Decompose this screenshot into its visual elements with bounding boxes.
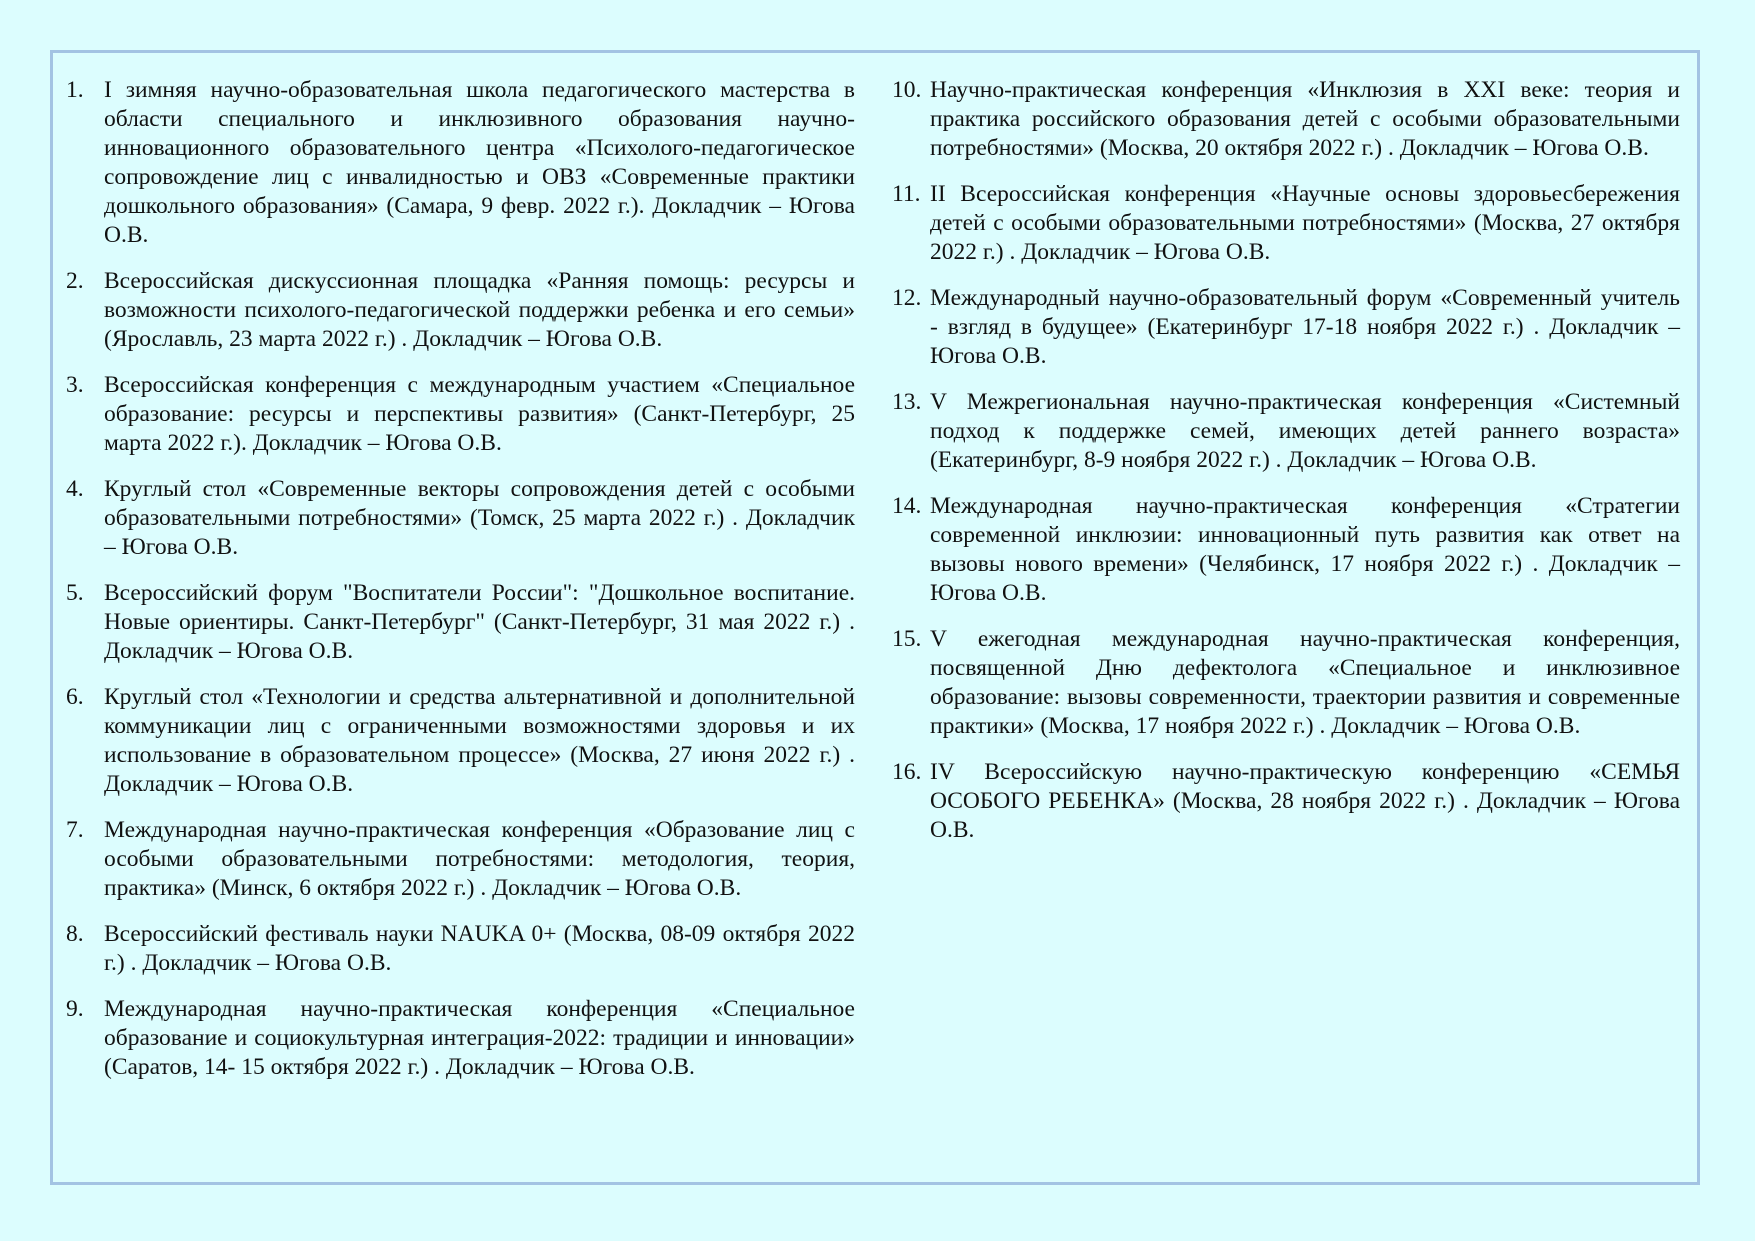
item-number: 10. <box>892 77 922 103</box>
list-item <box>62 816 855 903</box>
right-column <box>888 76 1680 862</box>
list-item <box>888 284 1680 371</box>
item-number: 13. <box>892 389 922 415</box>
item-text: Всероссийский фестиваль науки NAUKA 0+ (Москва, 08-09 октября 2022 г.) . Докладчик – Югова О.В. <box>104 921 855 976</box>
item-number: 8. <box>66 921 84 947</box>
list-item <box>888 625 1680 741</box>
item-number: 16. <box>892 759 922 785</box>
item-number: 6. <box>66 684 84 710</box>
list-item <box>62 579 855 666</box>
list-item <box>888 76 1680 163</box>
item-number: 11. <box>892 181 921 207</box>
item-text: Всероссийская конференция с международным участием «Специальное образование: ресурсы и перспективы развития» (Санкт-Петербург, 25 марта 2022 г.). Докладчик – Югова О.В. <box>104 372 855 456</box>
item-number: 2. <box>66 268 84 294</box>
item-text: Международная научно-практическая конференция «Образование лиц с особыми образовательными потребностями: методология, теория, практика» (Минск, 6 октября 2022 г.) . Докладчик – Югова О.В. <box>104 817 855 901</box>
list-item <box>62 683 855 799</box>
item-text: Международный научно-образовательный форум «Современный учитель - взгляд в будущее» (Екатеринбург 17-18 ноября 2022 г.) . Докладчик – Югова О.В. <box>930 285 1680 369</box>
list-item <box>888 492 1680 608</box>
item-text: Международная научно-практическая конференция «Специальное образование и социокультурная интеграция-2022: традиции и инновации» (Саратов, 14- 15 октября 2022 г.) . Докладчик – Югова О.В. <box>104 996 855 1080</box>
item-text: II Всероссийская конференция «Научные основы здоровьесбережения детей с особыми образовательными потребностями» (Москва, 27 октября 2022 г.) . Докладчик – Югова О.В. <box>930 181 1680 265</box>
item-text: Всероссийская дискуссионная площадка «Ранняя помощь: ресурсы и возможности психолого-педагогической поддержки ребенка и его семьи» (Ярославль, 23 марта 2022 г.) . Докладчик – Югова О.В. <box>104 268 855 352</box>
item-number: 3. <box>66 372 84 398</box>
list-item <box>62 920 855 978</box>
item-number: 4. <box>66 476 84 502</box>
item-number: 15. <box>892 626 922 652</box>
item-text: IV Всероссийскую научно-практическую конференцию «СЕМЬЯ ОСОБОГО РЕБЕНКА» (Москва, 28 ноября 2022 г.) . Докладчик – Югова О.В. <box>930 759 1680 843</box>
item-number: 12. <box>892 285 922 311</box>
item-text: I зимняя научно-образовательная школа педагогического мастерства в области специального и инклюзивного образования научно-инновационного образовательного центра «Психолого-педагогическое сопровождение лиц с инвалидностью и ОВЗ «Современные практики дошкольного образования» (Самара, 9 февр. 2022 г.). Докладчик – Югова О.В. <box>104 77 855 248</box>
list-item <box>62 995 855 1082</box>
item-text: Круглый стол «Современные векторы сопровождения детей с особыми образовательными потребностями» (Томск, 25 марта 2022 г.) . Докладчик – Югова О.В. <box>104 476 855 560</box>
item-number: 7. <box>66 817 84 843</box>
item-number: 9. <box>66 996 84 1022</box>
item-number: 5. <box>66 580 84 606</box>
list-item <box>62 475 855 562</box>
item-text: Всероссийский форум "Воспитатели России": "Дошкольное воспитание. Новые ориентиры. Санкт-Петербург" (Санкт-Петербург, 31 мая 2022 г.) . Докладчик – Югова О.В. <box>104 580 855 664</box>
item-number: 1. <box>66 77 84 103</box>
item-text: Научно-практическая конференция «Инклюзия в XXI веке: теория и практика российского образования детей с особыми образовательными потребностями» (Москва, 20 октября 2022 г.) . Докладчик – Югова О.В. <box>930 77 1680 161</box>
item-text: Международная научно-практическая конференция «Стратегии современной инклюзии: инновационный путь развития как ответ на вызовы нового времени» (Челябинск, 17 ноября 2022 г.) . Докладчик – Югова О.В. <box>930 493 1680 606</box>
left-column <box>62 76 855 1099</box>
list-item <box>62 371 855 458</box>
list-item <box>888 180 1680 267</box>
list-item <box>62 76 855 250</box>
list-item <box>888 388 1680 475</box>
item-text: Круглый стол «Технологии и средства альтернативной и дополнительной коммуникации лиц с ограниченными возможностями здоровья и их использование в образовательном процессе» (Москва, 27 июня 2022 г.) . Докладчик – Югова О.В. <box>104 684 855 797</box>
item-text: V ежегодная международная научно-практическая конференция, посвященной Дню дефектолога «Специальное и инклюзивное образование: вызовы современности, траектории развития и современные практики» (Москва, 17 ноября 2022 г.) . Докладчик – Югова О.В. <box>930 626 1680 739</box>
list-item <box>62 267 855 354</box>
item-number: 14. <box>892 493 922 519</box>
list-item <box>888 758 1680 845</box>
item-text: V Межрегиональная научно-практическая конференция «Системный подход к поддержке семей, имеющих детей раннего возраста» (Екатеринбург, 8-9 ноября 2022 г.) . Докладчик – Югова О.В. <box>930 389 1680 473</box>
